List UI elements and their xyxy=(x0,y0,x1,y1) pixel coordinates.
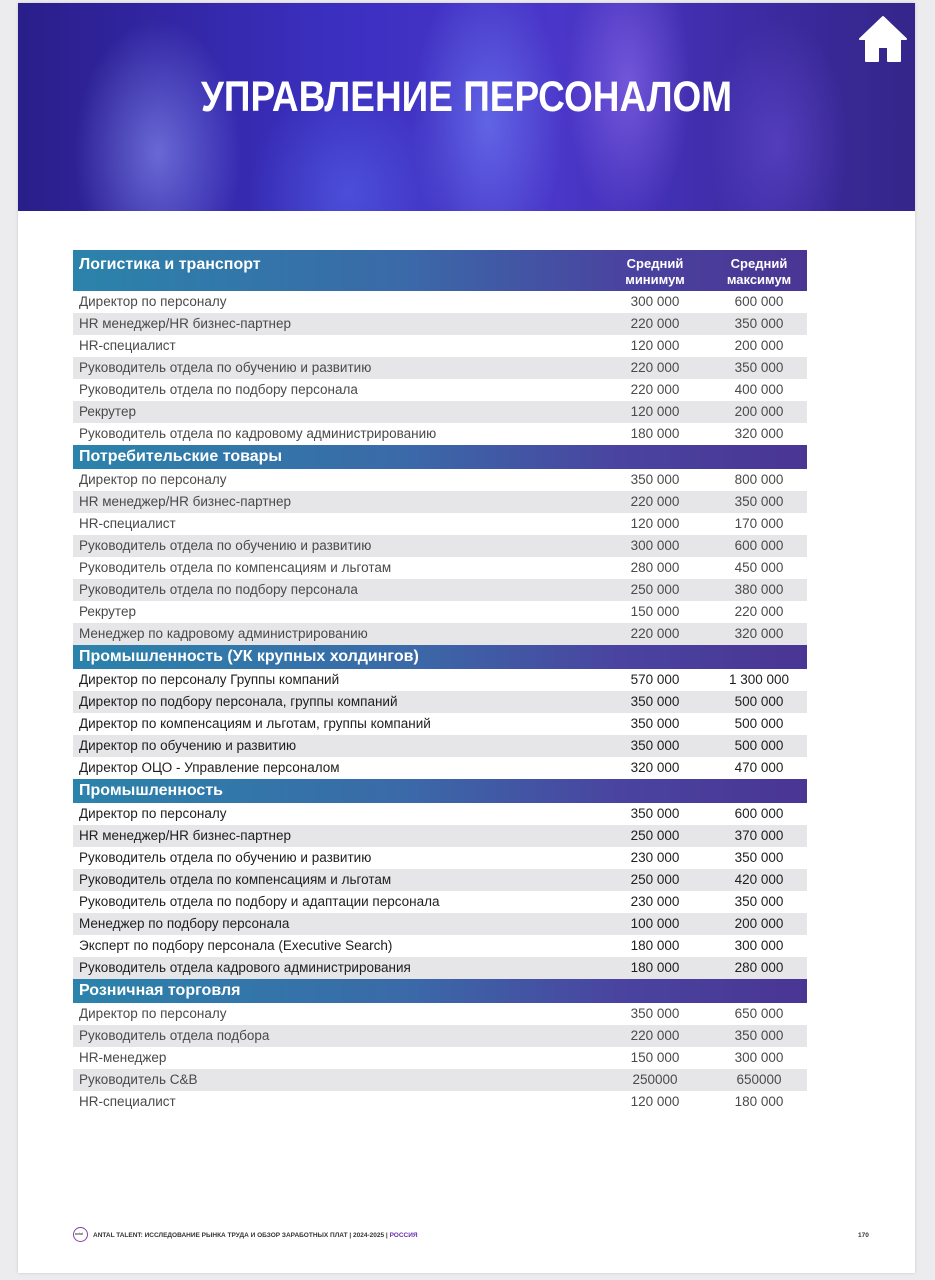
position-name: Директор по компенсациям и льготам, группы компаний xyxy=(79,716,431,731)
antal-logo: antal xyxy=(73,1227,88,1242)
position-name: Руководитель отдела кадрового администрирования xyxy=(79,960,411,975)
table-row xyxy=(73,891,807,913)
salary-min: 220 000 xyxy=(630,1028,680,1043)
table-row xyxy=(73,757,807,779)
salary-min: 320 000 xyxy=(630,760,680,775)
section-header xyxy=(73,979,807,1003)
salary-max: 170 000 xyxy=(734,516,784,531)
table-row xyxy=(73,869,807,891)
position-name: Руководитель отдела по подбору персонала xyxy=(79,382,358,397)
position-name: Эксперт по подбору персонала (Executive Search) xyxy=(79,938,393,953)
salary-max: 350 000 xyxy=(734,316,784,331)
section-title: Промышленность xyxy=(79,782,223,799)
salary-max: 220 000 xyxy=(734,604,784,619)
salary-max: 350 000 xyxy=(734,850,784,865)
salary-max: 450 000 xyxy=(734,560,784,575)
section-title: Промышленность (УК крупных холдингов) xyxy=(79,648,419,665)
position-name: Директор по персоналу xyxy=(79,806,227,821)
table-row xyxy=(73,1025,807,1047)
section-title: Потребительские товары xyxy=(79,448,283,465)
salary-max: 280 000 xyxy=(734,960,784,975)
section-header xyxy=(73,645,807,669)
salary-min: 230 000 xyxy=(630,894,680,909)
table-row xyxy=(73,491,807,513)
table-row xyxy=(73,825,807,847)
salary-min: 120 000 xyxy=(630,516,680,531)
salary-min: 350 000 xyxy=(630,694,680,709)
position-name: Рекрутер xyxy=(79,404,136,419)
salary-max: 350 000 xyxy=(734,494,784,509)
home-icon[interactable] xyxy=(858,15,908,63)
salary-min: 250 000 xyxy=(630,582,680,597)
salary-min: 120 000 xyxy=(630,1094,680,1109)
salary-min: 230 000 xyxy=(630,850,680,865)
salary-min: 350 000 xyxy=(630,806,680,821)
footer-country: РОССИЯ xyxy=(389,1232,418,1239)
salary-max: 200 000 xyxy=(734,916,784,931)
position-name: Руководитель отдела по подбору и адаптации персонала xyxy=(79,894,440,909)
salary-max: 600 000 xyxy=(734,294,784,309)
position-name: Менеджер по подбору персонала xyxy=(79,916,290,931)
position-name: HR менеджер/HR бизнес-партнер xyxy=(79,316,291,331)
table-row xyxy=(73,735,807,757)
salary-min: 150 000 xyxy=(630,604,680,619)
position-name: Руководитель отдела по кадровому администрированию xyxy=(79,426,437,441)
table-row xyxy=(73,935,807,957)
table-row xyxy=(73,335,807,357)
salary-min: 120 000 xyxy=(630,404,680,419)
salary-max: 350 000 xyxy=(734,894,784,909)
salary-min: 350 000 xyxy=(630,738,680,753)
table-row xyxy=(73,803,807,825)
salary-min: 350 000 xyxy=(630,472,680,487)
position-name: HR-специалист xyxy=(79,338,176,353)
column-header-max: Средний максимум xyxy=(726,256,792,287)
table-row xyxy=(73,1069,807,1091)
salary-max: 320 000 xyxy=(734,426,784,441)
table-row xyxy=(73,401,807,423)
table-row xyxy=(73,469,807,491)
section-header xyxy=(73,250,807,291)
page-title: УПРАВЛЕНИЕ ПЕРСОНАЛОМ xyxy=(200,73,733,121)
salary-min: 280 000 xyxy=(630,560,680,575)
salary-min: 150 000 xyxy=(630,1050,680,1065)
table-row xyxy=(73,913,807,935)
salary-min: 570 000 xyxy=(630,672,680,687)
footer xyxy=(73,1227,873,1245)
salary-max: 500 000 xyxy=(734,716,784,731)
position-name: Руководитель отдела по обучению и развитию xyxy=(79,360,372,375)
column-header-min: Средний минимум xyxy=(625,256,685,287)
table-row xyxy=(73,713,807,735)
position-name: Руководитель C&B xyxy=(79,1072,198,1087)
salary-max: 200 000 xyxy=(734,404,784,419)
position-name: Менеджер по кадровому администрированию xyxy=(79,626,368,641)
salary-min: 300 000 xyxy=(630,294,680,309)
salary-min: 100 000 xyxy=(630,916,680,931)
salary-max: 600 000 xyxy=(734,806,784,821)
table-row xyxy=(73,513,807,535)
table-row xyxy=(73,601,807,623)
table-row xyxy=(73,1047,807,1069)
salary-min: 300 000 xyxy=(630,538,680,553)
position-name: Руководитель отдела по обучению и развитию xyxy=(79,850,372,865)
table-row xyxy=(73,691,807,713)
salary-min: 180 000 xyxy=(630,960,680,975)
position-name: Директор ОЦО - Управление персоналом xyxy=(79,760,340,775)
table-row xyxy=(73,579,807,601)
salary-max: 400 000 xyxy=(734,382,784,397)
position-name: HR-специалист xyxy=(79,516,176,531)
salary-min: 250 000 xyxy=(630,828,680,843)
salary-max: 300 000 xyxy=(734,1050,784,1065)
position-name: HR менеджер/HR бизнес-партнер xyxy=(79,494,291,509)
table-row xyxy=(73,957,807,979)
position-name: Руководитель отдела подбора xyxy=(79,1028,270,1043)
salary-max: 380 000 xyxy=(734,582,784,597)
salary-table xyxy=(73,250,807,1113)
position-name: Директор по обучению и развитию xyxy=(79,738,297,753)
salary-min: 250000 xyxy=(632,1072,678,1087)
position-name: Руководитель отдела по компенсациям и льготам xyxy=(79,872,392,887)
section-header xyxy=(73,445,807,469)
salary-max: 600 000 xyxy=(734,538,784,553)
salary-max: 300 000 xyxy=(734,938,784,953)
position-name: HR менеджер/HR бизнес-партнер xyxy=(79,828,291,843)
salary-max: 420 000 xyxy=(734,872,784,887)
section-title: Розничная торговля xyxy=(79,982,241,999)
table-row xyxy=(73,1003,807,1025)
salary-max: 350 000 xyxy=(734,1028,784,1043)
table-row xyxy=(73,623,807,645)
salary-min: 220 000 xyxy=(630,494,680,509)
salary-min: 220 000 xyxy=(630,382,680,397)
table-row xyxy=(73,379,807,401)
salary-max: 650000 xyxy=(736,1072,782,1087)
page xyxy=(18,3,915,1273)
footer-text: ANTAL TALENT: ИССЛЕДОВАНИЕ РЫНКА ТРУДА И ОБЗОР ЗАРАБОТНЫХ ПЛАТ | 2024-2025 | РОССИЯ xyxy=(93,1232,418,1239)
salary-max: 350 000 xyxy=(734,360,784,375)
salary-max: 180 000 xyxy=(734,1094,784,1109)
salary-max: 500 000 xyxy=(734,738,784,753)
salary-min: 120 000 xyxy=(630,338,680,353)
table-row xyxy=(73,557,807,579)
section-header xyxy=(73,779,807,803)
salary-max: 800 000 xyxy=(734,472,784,487)
table-row xyxy=(73,291,807,313)
salary-max: 370 000 xyxy=(734,828,784,843)
table-row xyxy=(73,1091,807,1113)
banner xyxy=(18,3,915,211)
position-name: Директор по подбору персонала, группы компаний xyxy=(79,694,398,709)
position-name: Руководитель отдела по обучению и развитию xyxy=(79,538,372,553)
salary-max: 650 000 xyxy=(734,1006,784,1021)
page-number: 170 xyxy=(858,1232,869,1239)
salary-max: 470 000 xyxy=(734,760,784,775)
table-row xyxy=(73,313,807,335)
salary-min: 220 000 xyxy=(630,626,680,641)
salary-max: 320 000 xyxy=(734,626,784,641)
position-name: HR-специалист xyxy=(79,1094,176,1109)
salary-min: 250 000 xyxy=(630,872,680,887)
position-name: Директор по персоналу Группы компаний xyxy=(79,672,340,687)
salary-min: 180 000 xyxy=(630,938,680,953)
salary-min: 350 000 xyxy=(630,716,680,731)
position-name: Руководитель отдела по подбору персонала xyxy=(79,582,358,597)
position-name: Руководитель отдела по компенсациям и льготам xyxy=(79,560,392,575)
salary-min: 350 000 xyxy=(630,1006,680,1021)
salary-max: 500 000 xyxy=(734,694,784,709)
position-name: Директор по персоналу xyxy=(79,472,227,487)
table-row xyxy=(73,847,807,869)
table-row xyxy=(73,535,807,557)
section-title: Логистика и транспорт xyxy=(79,256,261,273)
table-row xyxy=(73,423,807,445)
salary-min: 220 000 xyxy=(630,316,680,331)
table-row xyxy=(73,669,807,691)
position-name: HR-менеджер xyxy=(79,1050,167,1065)
salary-min: 220 000 xyxy=(630,360,680,375)
position-name: Рекрутер xyxy=(79,604,136,619)
salary-max: 1 300 000 xyxy=(728,672,790,687)
salary-max: 200 000 xyxy=(734,338,784,353)
position-name: Директор по персоналу xyxy=(79,1006,227,1021)
salary-min: 180 000 xyxy=(630,426,680,441)
table-row xyxy=(73,357,807,379)
position-name: Директор по персоналу xyxy=(79,294,227,309)
